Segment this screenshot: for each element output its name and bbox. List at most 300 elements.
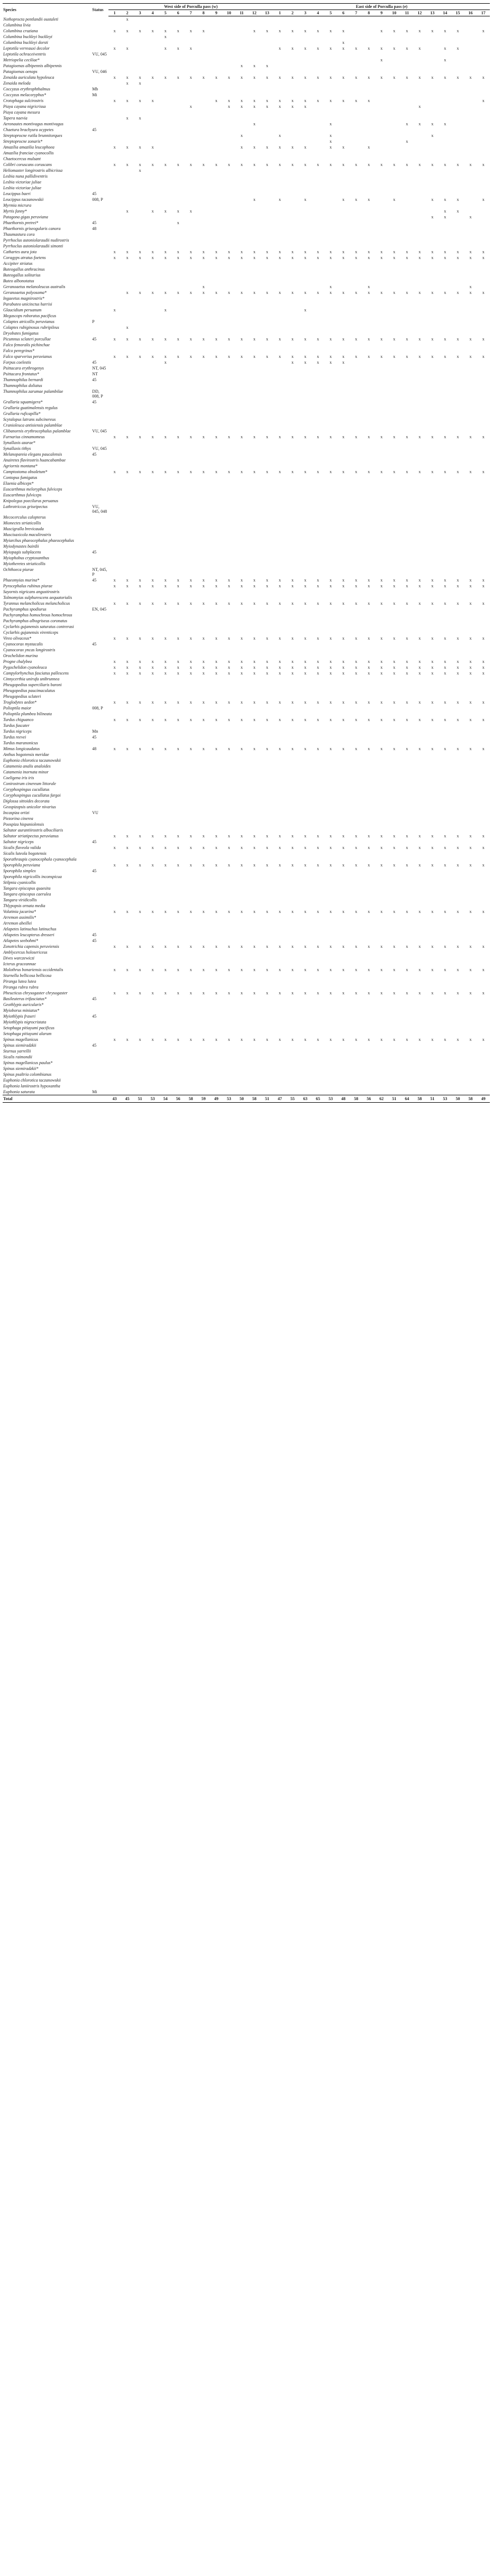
occurrence-cell: [286, 51, 299, 57]
site-header-west: 12: [248, 10, 261, 16]
occurrence-cell: [185, 457, 197, 463]
occurrence-cell: [248, 51, 261, 57]
occurrence-cell: [400, 567, 413, 577]
occurrence-cell: [261, 133, 273, 139]
occurrence-cell: [185, 740, 197, 746]
occurrence-cell: [121, 851, 134, 856]
occurrence-cell: [477, 810, 490, 816]
occurrence-cell: [134, 532, 147, 538]
table-row: [3, 583, 490, 589]
occurrence-cell: [299, 763, 312, 769]
occurrence-cell: [248, 214, 261, 220]
occurrence-cell: x: [342, 162, 345, 167]
occurrence-cell: [464, 606, 477, 612]
group-header-west: West side of Porculla pass (w): [108, 4, 273, 10]
occurrence-cell: [388, 810, 400, 816]
occurrence-cell: [108, 589, 121, 595]
occurrence-cell: x: [482, 197, 485, 202]
occurrence-cell: [312, 348, 324, 354]
occurrence-cell: x: [177, 162, 179, 167]
occurrence-cell: x: [279, 255, 281, 260]
occurrence-cell: [159, 127, 172, 133]
occurrence-cell: x: [151, 578, 154, 583]
occurrence-cell: [172, 359, 185, 365]
occurrence-cell: [400, 156, 413, 162]
occurrence-cell: [362, 173, 375, 179]
status-code: 45: [92, 869, 97, 873]
occurrence-cell: [108, 405, 121, 411]
occurrence-cell: [375, 127, 388, 133]
occurrence-cell: [413, 555, 426, 561]
occurrence-cell: [299, 457, 312, 463]
occurrence-cell: [464, 226, 477, 232]
occurrence-cell: x: [444, 636, 446, 641]
occurrence-cell: [159, 313, 172, 319]
table-row: [3, 682, 490, 688]
occurrence-cell: [426, 705, 439, 711]
table-row: [3, 417, 490, 422]
occurrence-cell: [108, 653, 121, 659]
site-header-east: 5: [324, 10, 337, 16]
occurrence-cell: [362, 319, 375, 325]
occurrence-cell: [388, 383, 400, 389]
occurrence-cell: [312, 758, 324, 763]
occurrence-cell: [159, 694, 172, 699]
occurrence-cell: [388, 798, 400, 804]
occurrence-cell: [312, 694, 324, 699]
occurrence-cell: [108, 549, 121, 555]
occurrence-cell: [172, 389, 185, 399]
occurrence-cell: [223, 428, 235, 434]
occurrence-cell: [362, 520, 375, 526]
occurrence-cell: [362, 561, 375, 567]
occurrence-cell: [362, 237, 375, 243]
occurrence-cell: [134, 40, 147, 45]
occurrence-cell: [426, 561, 439, 567]
occurrence-cell: [375, 885, 388, 891]
occurrence-cell: [261, 411, 273, 417]
occurrence-cell: [210, 313, 223, 319]
occurrence-cell: [439, 22, 451, 28]
occurrence-cell: x: [444, 469, 446, 474]
occurrence-cell: [147, 191, 159, 197]
occurrence-cell: [121, 549, 134, 555]
occurrence-cell: x: [393, 29, 396, 33]
occurrence-cell: x: [126, 337, 129, 341]
occurrence-cell: x: [380, 435, 383, 439]
occurrence-cell: [108, 69, 121, 75]
occurrence-cell: x: [431, 290, 434, 295]
occurrence-cell: [362, 226, 375, 232]
occurrence-cell: [286, 405, 299, 411]
occurrence-cell: x: [355, 98, 358, 103]
occurrence-cell: [413, 144, 426, 150]
occurrence-cell: [273, 150, 286, 156]
occurrence-cell: [451, 711, 464, 717]
site-header-west: 9: [210, 10, 223, 16]
occurrence-cell: [451, 595, 464, 601]
occurrence-cell: [147, 723, 159, 728]
occurrence-cell: x: [202, 469, 205, 474]
occurrence-cell: [210, 868, 223, 874]
occurrence-cell: x: [189, 469, 192, 474]
occurrence-cell: [261, 185, 273, 191]
occurrence-cell: x: [253, 834, 255, 838]
occurrence-cell: [477, 641, 490, 647]
species-name: Pyrrhoclus autoniolaraudii simonti: [3, 244, 63, 248]
occurrence-cell: [172, 301, 185, 307]
occurrence-cell: [134, 63, 147, 69]
occurrence-cell: [121, 758, 134, 763]
occurrence-cell: [464, 618, 477, 624]
occurrence-cell: [337, 296, 350, 301]
occurrence-cell: [172, 752, 185, 758]
status-code: VU: [92, 810, 98, 815]
occurrence-cell: [248, 885, 261, 891]
occurrence-cell: x: [393, 659, 396, 664]
occurrence-cell: [426, 313, 439, 319]
occurrence-cell: [400, 237, 413, 243]
occurrence-cell: x: [368, 284, 370, 289]
occurrence-cell: [108, 498, 121, 504]
occurrence-cell: [299, 758, 312, 763]
occurrence-cell: x: [291, 435, 294, 439]
occurrence-cell: [477, 538, 490, 543]
occurrence-cell: x: [368, 46, 370, 51]
occurrence-cell: [388, 208, 400, 214]
occurrence-cell: [147, 348, 159, 354]
occurrence-cell: [159, 40, 172, 45]
occurrence-cell: [273, 885, 286, 891]
occurrence-cell: [248, 763, 261, 769]
occurrence-cell: [108, 272, 121, 278]
occurrence-cell: [273, 481, 286, 486]
occurrence-cell: x: [240, 290, 243, 295]
status-code: [92, 475, 108, 481]
species-name: Parabuteo unicinctus harrisi: [3, 302, 52, 307]
occurrence-cell: x: [227, 469, 230, 474]
occurrence-cell: [426, 549, 439, 555]
occurrence-cell: x: [418, 354, 421, 359]
occurrence-cell: [121, 567, 134, 577]
occurrence-cell: [197, 266, 210, 272]
occurrence-cell: x: [215, 845, 217, 850]
occurrence-cell: [324, 816, 337, 821]
occurrence-cell: x: [279, 145, 281, 150]
occurrence-cell: [261, 543, 273, 549]
occurrence-cell: x: [151, 700, 154, 705]
occurrence-cell: [235, 641, 248, 647]
occurrence-cell: [299, 821, 312, 827]
species-name: Clibanornis erythrocephalus palamblae: [3, 429, 71, 433]
occurrence-cell: [413, 359, 426, 365]
occurrence-cell: [286, 185, 299, 191]
occurrence-cell: x: [164, 250, 167, 254]
occurrence-cell: [324, 220, 337, 226]
occurrence-cell: [286, 457, 299, 463]
occurrence-cell: x: [444, 659, 446, 664]
occurrence-cell: [362, 371, 375, 377]
occurrence-cell: [439, 428, 451, 434]
occurrence-cell: [235, 202, 248, 208]
occurrence-cell: [121, 647, 134, 653]
occurrence-cell: [261, 481, 273, 486]
species-name: Cyclarhis gujanensis saturatus contrerasi: [3, 624, 74, 629]
occurrence-cell: x: [342, 250, 345, 254]
species-name: Aeronautes montivagus montivagus: [3, 122, 63, 126]
occurrence-cell: [185, 532, 197, 538]
occurrence-cell: x: [253, 671, 255, 676]
occurrence-cell: [324, 641, 337, 647]
occurrence-cell: [134, 191, 147, 197]
occurrence-cell: [197, 417, 210, 422]
occurrence-cell: [299, 532, 312, 538]
status-code: [92, 272, 108, 278]
occurrence-cell: x: [368, 250, 370, 254]
status-code: [92, 301, 108, 307]
occurrence-cell: x: [380, 29, 383, 33]
occurrence-cell: [210, 63, 223, 69]
status-code: [92, 411, 108, 417]
occurrence-cell: [312, 325, 324, 330]
species-name: Melanopareia elegans paucalensis: [3, 452, 62, 457]
occurrence-cell: x: [444, 578, 446, 583]
occurrence-cell: x: [279, 250, 281, 254]
occurrence-cell: x: [227, 746, 230, 751]
occurrence-cell: [388, 804, 400, 810]
occurrence-cell: [439, 232, 451, 237]
occurrence-cell: x: [317, 636, 319, 641]
occurrence-cell: [375, 16, 388, 23]
occurrence-cell: [159, 647, 172, 653]
occurrence-cell: [172, 325, 185, 330]
occurrence-cell: [261, 851, 273, 856]
occurrence-cell: [426, 723, 439, 728]
occurrence-cell: [451, 653, 464, 659]
occurrence-cell: x: [355, 469, 358, 474]
occurrence-cell: [426, 752, 439, 758]
occurrence-cell: x: [189, 337, 192, 341]
occurrence-cell: x: [189, 700, 192, 705]
occurrence-cell: x: [431, 717, 434, 722]
occurrence-cell: [426, 428, 439, 434]
occurrence-cell: [185, 330, 197, 336]
site-header-west: 10: [223, 10, 235, 16]
occurrence-cell: [185, 115, 197, 121]
occurrence-cell: [312, 589, 324, 595]
occurrence-cell: [388, 202, 400, 208]
occurrence-cell: [147, 589, 159, 595]
occurrence-cell: [235, 653, 248, 659]
occurrence-cell: [426, 220, 439, 226]
occurrence-cell: [185, 734, 197, 740]
occurrence-cell: [324, 856, 337, 862]
occurrence-cell: x: [266, 665, 268, 670]
occurrence-cell: [121, 278, 134, 284]
occurrence-cell: [172, 589, 185, 595]
occurrence-cell: x: [227, 290, 230, 295]
occurrence-cell: [299, 80, 312, 86]
occurrence-cell: x: [202, 636, 205, 641]
occurrence-cell: [362, 457, 375, 463]
occurrence-cell: [134, 214, 147, 220]
occurrence-cell: [210, 839, 223, 845]
occurrence-cell: [299, 232, 312, 237]
status-code: [92, 711, 108, 717]
occurrence-cell: [312, 475, 324, 481]
occurrence-cell: [439, 752, 451, 758]
occurrence-cell: [248, 792, 261, 798]
species-name: Picumnus sclateri porcullae: [3, 337, 51, 341]
table-row: [3, 885, 490, 891]
occurrence-cell: x: [266, 162, 268, 167]
table-row: [3, 156, 490, 162]
occurrence-cell: [185, 804, 197, 810]
status-code: EN, 045: [92, 607, 106, 612]
site-header-east: 16: [464, 10, 477, 16]
occurrence-cell: [375, 197, 388, 202]
occurrence-cell: x: [418, 162, 421, 167]
occurrence-cell: [477, 133, 490, 139]
column-header-status: Status: [92, 4, 108, 16]
occurrence-cell: [134, 284, 147, 290]
table-row: [3, 325, 490, 330]
occurrence-cell: [464, 243, 477, 249]
occurrence-cell: [172, 411, 185, 417]
occurrence-cell: [299, 728, 312, 734]
table-row: [3, 561, 490, 567]
occurrence-cell: x: [355, 435, 358, 439]
occurrence-cell: [477, 92, 490, 98]
occurrence-cell: x: [266, 250, 268, 254]
occurrence-cell: [172, 694, 185, 699]
species-name: Anairetes flavirostris huancabambae: [3, 458, 66, 463]
occurrence-cell: [273, 676, 286, 682]
status-code: VU, 045: [92, 429, 107, 433]
occurrence-cell: x: [189, 746, 192, 751]
occurrence-cell: x: [291, 469, 294, 474]
table-row: [3, 389, 490, 399]
occurrence-cell: [273, 173, 286, 179]
occurrence-cell: [210, 405, 223, 411]
occurrence-cell: x: [431, 133, 434, 138]
occurrence-cell: x: [304, 746, 307, 751]
occurrence-cell: [108, 543, 121, 549]
occurrence-cell: [299, 810, 312, 816]
occurrence-cell: [185, 543, 197, 549]
occurrence-cell: [451, 296, 464, 301]
occurrence-cell: [108, 185, 121, 191]
occurrence-cell: [147, 278, 159, 284]
occurrence-cell: [324, 22, 337, 28]
occurrence-cell: [350, 411, 362, 417]
occurrence-cell: [451, 319, 464, 325]
occurrence-cell: [451, 606, 464, 612]
occurrence-cell: [197, 57, 210, 63]
occurrence-cell: [273, 641, 286, 647]
occurrence-cell: [375, 220, 388, 226]
occurrence-cell: [286, 261, 299, 266]
occurrence-cell: [147, 179, 159, 185]
occurrence-cell: [350, 371, 362, 377]
occurrence-cell: x: [164, 578, 167, 583]
status-code: 008, P: [92, 197, 103, 202]
occurrence-cell: x: [113, 584, 116, 588]
occurrence-cell: [337, 237, 350, 243]
occurrence-cell: x: [113, 162, 116, 167]
occurrence-cell: [210, 16, 223, 23]
occurrence-cell: [299, 723, 312, 728]
occurrence-cell: x: [457, 746, 459, 751]
occurrence-cell: [477, 885, 490, 891]
occurrence-cell: [147, 647, 159, 653]
occurrence-cell: x: [279, 700, 281, 705]
occurrence-cell: [439, 723, 451, 728]
occurrence-cell: [413, 98, 426, 104]
occurrence-cell: [261, 214, 273, 220]
occurrence-cell: [159, 377, 172, 383]
occurrence-cell: [400, 769, 413, 775]
occurrence-cell: [312, 109, 324, 115]
occurrence-cell: [362, 168, 375, 173]
occurrence-cell: [375, 428, 388, 434]
occurrence-cell: [172, 481, 185, 486]
occurrence-cell: [388, 185, 400, 191]
occurrence-cell: [159, 168, 172, 173]
occurrence-cell: [273, 330, 286, 336]
occurrence-cell: [451, 261, 464, 266]
occurrence-cell: [464, 127, 477, 133]
occurrence-cell: [108, 705, 121, 711]
occurrence-cell: [108, 243, 121, 249]
occurrence-cell: [312, 676, 324, 682]
occurrence-cell: [324, 526, 337, 532]
occurrence-cell: x: [355, 197, 358, 202]
occurrence-cell: [273, 624, 286, 630]
occurrence-cell: x: [113, 863, 116, 867]
occurrence-cell: [477, 798, 490, 804]
occurrence-cell: [477, 417, 490, 422]
occurrence-cell: [337, 80, 350, 86]
occurrence-cell: [324, 389, 337, 399]
occurrence-cell: x: [126, 717, 129, 722]
occurrence-cell: [185, 243, 197, 249]
table-row: [3, 624, 490, 630]
occurrence-cell: x: [266, 845, 268, 850]
occurrence-cell: [147, 325, 159, 330]
occurrence-cell: [299, 92, 312, 98]
occurrence-cell: [375, 504, 388, 514]
occurrence-cell: [172, 127, 185, 133]
occurrence-cell: [235, 284, 248, 290]
occurrence-cell: [261, 278, 273, 284]
occurrence-cell: [185, 40, 197, 45]
occurrence-cell: x: [330, 122, 332, 126]
occurrence-cell: x: [444, 46, 446, 51]
occurrence-cell: x: [431, 250, 434, 254]
occurrence-cell: [375, 22, 388, 28]
occurrence-cell: [426, 891, 439, 897]
occurrence-cell: x: [380, 255, 383, 260]
table-row: [3, 284, 490, 290]
occurrence-cell: x: [151, 98, 154, 103]
occurrence-cell: [337, 34, 350, 40]
occurrence-cell: x: [215, 469, 217, 474]
occurrence-cell: [235, 191, 248, 197]
occurrence-cell: [375, 40, 388, 45]
occurrence-cell: [299, 891, 312, 897]
occurrence-cell: x: [342, 255, 345, 260]
